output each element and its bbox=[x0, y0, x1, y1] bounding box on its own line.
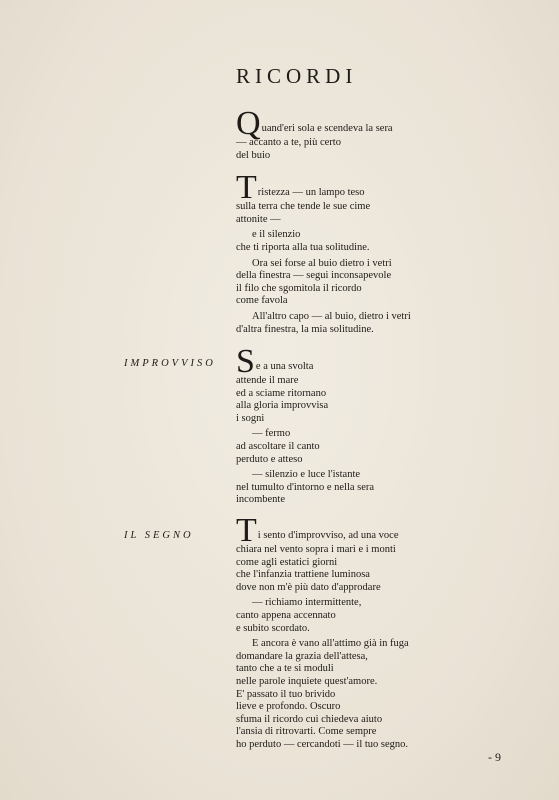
poem-line: nel tumulto d'intorno e nella sera bbox=[236, 481, 375, 493]
poem-line: perduto e atteso bbox=[236, 453, 303, 465]
poem-line: All'altro capo — al buio, dietro i vetri bbox=[252, 310, 411, 322]
drop-cap: S bbox=[236, 343, 255, 380]
poem-line: uand'eri sola e scendeva la sera bbox=[261, 123, 393, 134]
poem-line: attonite — bbox=[236, 213, 281, 225]
poem-line: — fermo bbox=[252, 428, 291, 440]
poem-line: ho perduto — cercandoti — il tuo segno. bbox=[236, 738, 409, 750]
poem-line: i sogni bbox=[236, 412, 265, 424]
stanza bbox=[236, 169, 446, 226]
stanza bbox=[236, 258, 446, 308]
poem-line: alla gloria improvvisa bbox=[236, 400, 329, 412]
stanza bbox=[236, 469, 446, 507]
poem-line: attende il mare bbox=[236, 375, 299, 386]
poem-line: come favola bbox=[236, 295, 288, 307]
poem-line: tanto che a te si moduli bbox=[236, 663, 334, 675]
poem-line: che ti riporta alla tua solitudine. bbox=[236, 241, 370, 253]
poem-line: del buio bbox=[236, 149, 271, 161]
stanza bbox=[236, 229, 446, 254]
poem-line: sulla terra che tende le sue cime bbox=[236, 201, 371, 213]
poem-line: — silenzio e luce l'istante bbox=[252, 469, 361, 481]
poem-line: l'ansia di ritrovarti. Come sempre bbox=[236, 726, 377, 738]
poem-line: della finestra — segui inconsapevole bbox=[236, 270, 392, 282]
poem-line: E ancora è vano all'attimo già in fuga bbox=[252, 638, 409, 650]
poem-line: lieve e profondo. Oscuro bbox=[236, 701, 341, 713]
drop-cap: T bbox=[236, 512, 257, 549]
poem-line: incombente bbox=[236, 494, 285, 506]
poem-improvviso bbox=[236, 343, 446, 515]
poem-line: dove non m'è più dato d'approdare bbox=[236, 581, 381, 593]
stanza bbox=[236, 597, 446, 635]
poem-line: domandare la grazia dell'attesa, bbox=[236, 650, 368, 662]
stanza bbox=[236, 428, 446, 466]
page-title: RICORDI bbox=[236, 64, 358, 88]
poem-line: che l'infanzia trattiene luminosa bbox=[236, 569, 370, 581]
poem-line: il filo che sgomitola il ricordo bbox=[236, 282, 362, 294]
section-label-improvviso: IMPROVVISO bbox=[124, 358, 216, 369]
stanza bbox=[236, 343, 446, 425]
poem-line: E' passato il tuo brivido bbox=[236, 688, 336, 700]
poem-il-segno bbox=[236, 512, 446, 760]
poem-line: e subito scordato. bbox=[236, 622, 310, 634]
stanza bbox=[236, 512, 446, 594]
section-label-il-segno: IL SEGNO bbox=[124, 530, 194, 541]
poem-line: nelle parole inquiete quest'amore. bbox=[236, 675, 378, 687]
stanza bbox=[236, 105, 446, 162]
drop-cap: Q bbox=[236, 105, 261, 142]
poem-line: e il silenzio bbox=[252, 229, 301, 241]
poem-line: — richiamo intermittente, bbox=[252, 597, 362, 609]
poem-line: ed a sciame ritornano bbox=[236, 387, 327, 399]
poem-line: i sento d'improvviso, ad una voce bbox=[257, 530, 399, 541]
page-number: - 9 bbox=[488, 750, 501, 764]
poem-line: ad ascoltare il canto bbox=[236, 440, 320, 452]
poem-line: Ora sei forse al buio dietro i vetri bbox=[252, 257, 392, 269]
poem-line: d'altra finestra, la mia solitudine. bbox=[236, 323, 374, 335]
poem-line: sfuma il ricordo cui chiedeva aiuto bbox=[236, 713, 383, 725]
poem-line: — accanto a te, più certo bbox=[236, 137, 341, 148]
poem-line: e a una svolta bbox=[255, 361, 314, 372]
poem-line: chiara nel vento sopra i mari e i monti bbox=[236, 544, 396, 555]
drop-cap: T bbox=[236, 169, 257, 207]
poem-line: ristezza — un lampo teso bbox=[257, 187, 365, 199]
poem-line: come agli estatici giorni bbox=[236, 556, 338, 568]
stanza bbox=[236, 311, 446, 336]
poem-ricordi bbox=[236, 105, 446, 344]
stanza bbox=[236, 638, 446, 751]
poem-line: canto appena accennato bbox=[236, 609, 336, 621]
